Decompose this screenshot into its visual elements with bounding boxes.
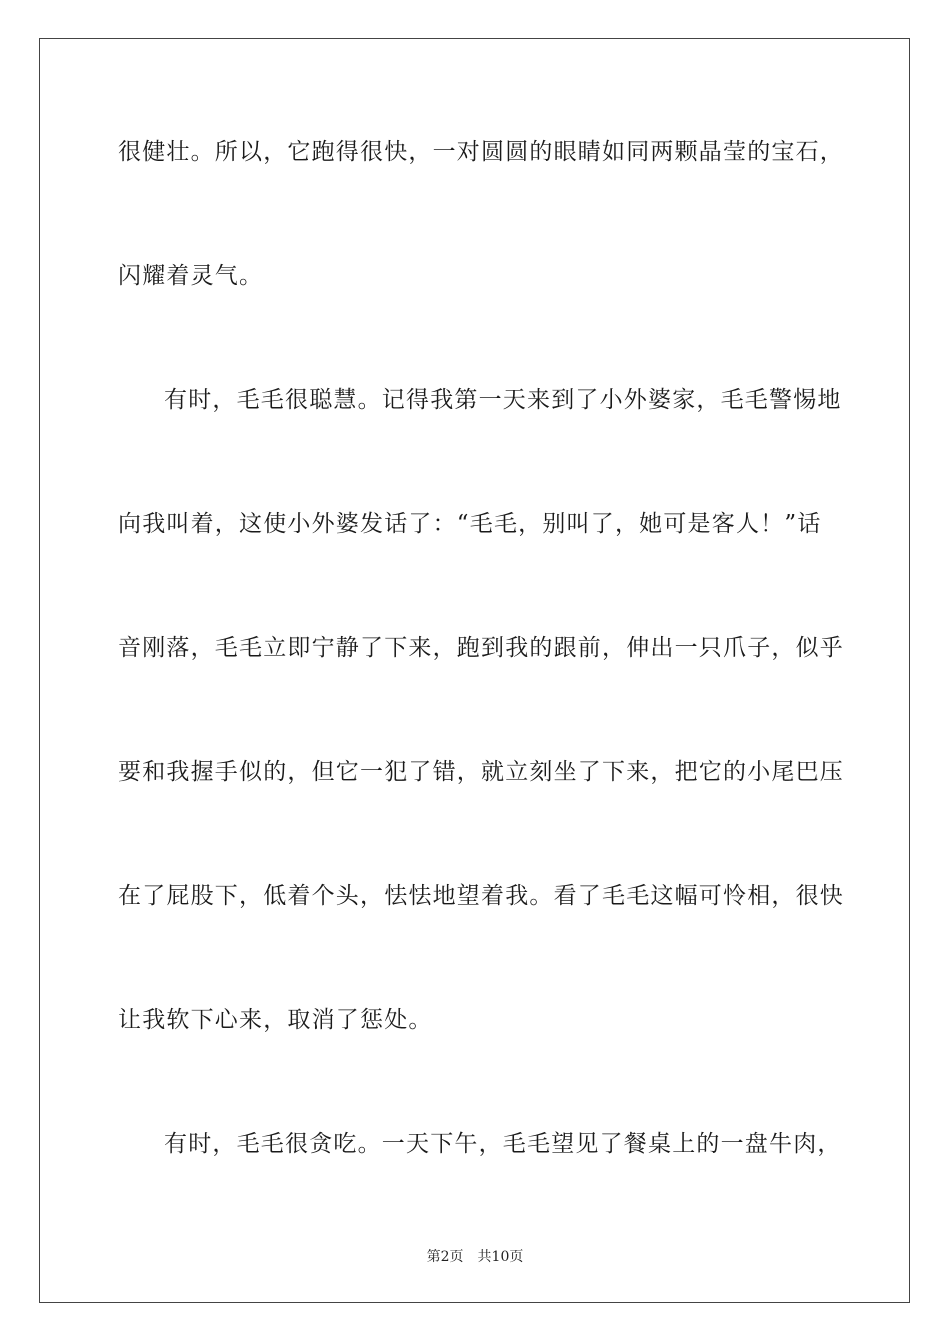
text-line: 要和我握手似的，但它一犯了错，就立刻坐了下来，把它的小尾巴压 xyxy=(118,759,844,785)
text-line: 在了屁股下，低着个头，怯怯地望着我。看了毛毛这幅可怜相，很快 xyxy=(118,883,844,909)
page-footer xyxy=(0,1248,950,1266)
text-line: 让我软下心来，取消了惩处。 xyxy=(118,1007,433,1033)
text-line: 向我叫着，这使小外婆发话了：“毛毛，别叫了，她可是客人！”话 xyxy=(118,511,822,537)
page-number: 第2页 xyxy=(426,1249,464,1265)
page-border xyxy=(39,38,910,1303)
text-line: 很健壮。所以，它跑得很快，一对圆圆的眼睛如同两颗晶莹的宝石， xyxy=(118,139,844,165)
paragraph-first-line: 有时，毛毛很贪吃。一天下午，毛毛望见了餐桌上的一盘牛肉， xyxy=(164,1131,842,1157)
text-line: 闪耀着灵气。 xyxy=(118,263,264,289)
text-line: 音刚落，毛毛立即宁静了下来，跑到我的跟前，伸出一只爪子，似乎 xyxy=(118,635,844,661)
paragraph-first-line: 有时，毛毛很聪慧。记得我第一天来到了小外婆家，毛毛警惕地 xyxy=(164,387,842,413)
page-total: 共10页 xyxy=(477,1249,524,1265)
